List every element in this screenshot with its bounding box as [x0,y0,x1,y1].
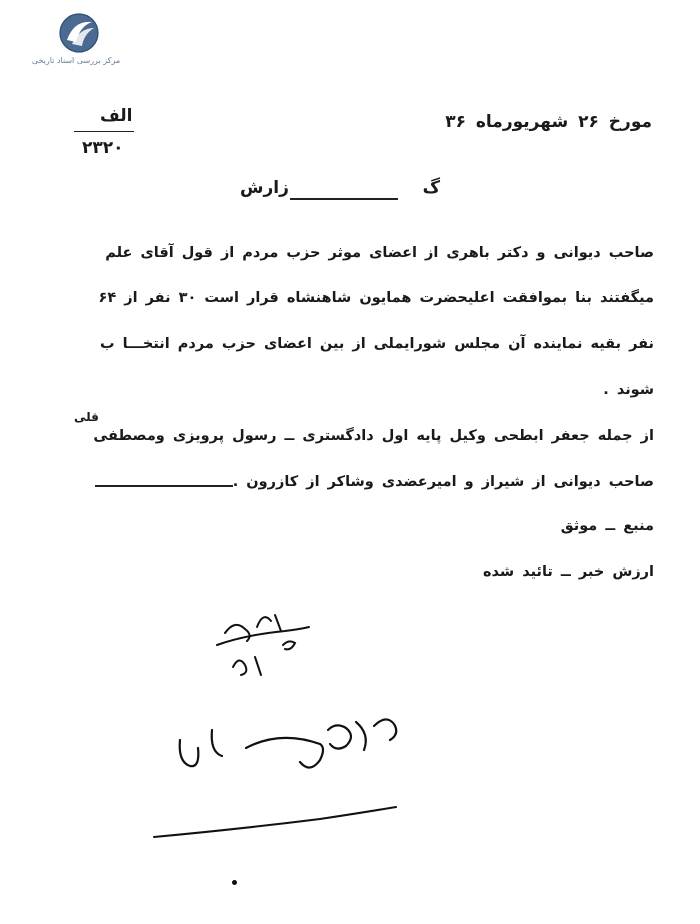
reference-label: الف [100,106,133,126]
closing-dash-line [95,485,233,487]
reference-divider [74,131,134,132]
body-line-2: میگفتند بنا بموافقت اعلیحضرت همایون شاهنشاه قرار است ۳۰ نفر از ۶۴ [98,290,654,306]
logo-caption: مرکز بررسی اسناد تاریخی [31,56,121,65]
body-line-4: شوند . [603,382,654,398]
credibility-line: ارزش خبر ــ تائید شده [483,564,654,580]
title-remainder: زارش [240,178,289,198]
body-line-1: صاحب دیوانی و دکتر باهری از اعضای موثر حزب مردم از قول آقای علم [105,245,654,261]
source-line: منبع ــ موثق [560,518,654,534]
handwritten-underline [150,805,400,845]
document-date: مورخ ۲۶ شهریورماه ۳۶ [445,112,652,132]
title-kashida [290,198,398,200]
body-line-6: صاحب دیوانی از شیراز و امیرعضدی وشاکر از کازرون . [232,474,654,490]
interlinear-correction: قلی [74,410,99,424]
document-title [240,178,440,208]
archive-logo-icon [58,12,100,54]
archive-logo [26,12,126,68]
handwritten-signature [150,700,410,790]
title-first-letter: گ [422,178,440,198]
body-line-5: از جمله جعفر ابطحی وکیل پایه اول دادگستری ــ رسول پرویزی ومصطفی [93,428,654,444]
reference-number: ۲۳۲۰ [82,138,124,158]
handwritten-annotation [205,605,315,685]
ink-dot [232,880,237,885]
body-line-3: نفر بقیه نماینده آن مجلس شورایملی از بین اعضای حزب مردم انتخـــا ب [100,336,654,352]
